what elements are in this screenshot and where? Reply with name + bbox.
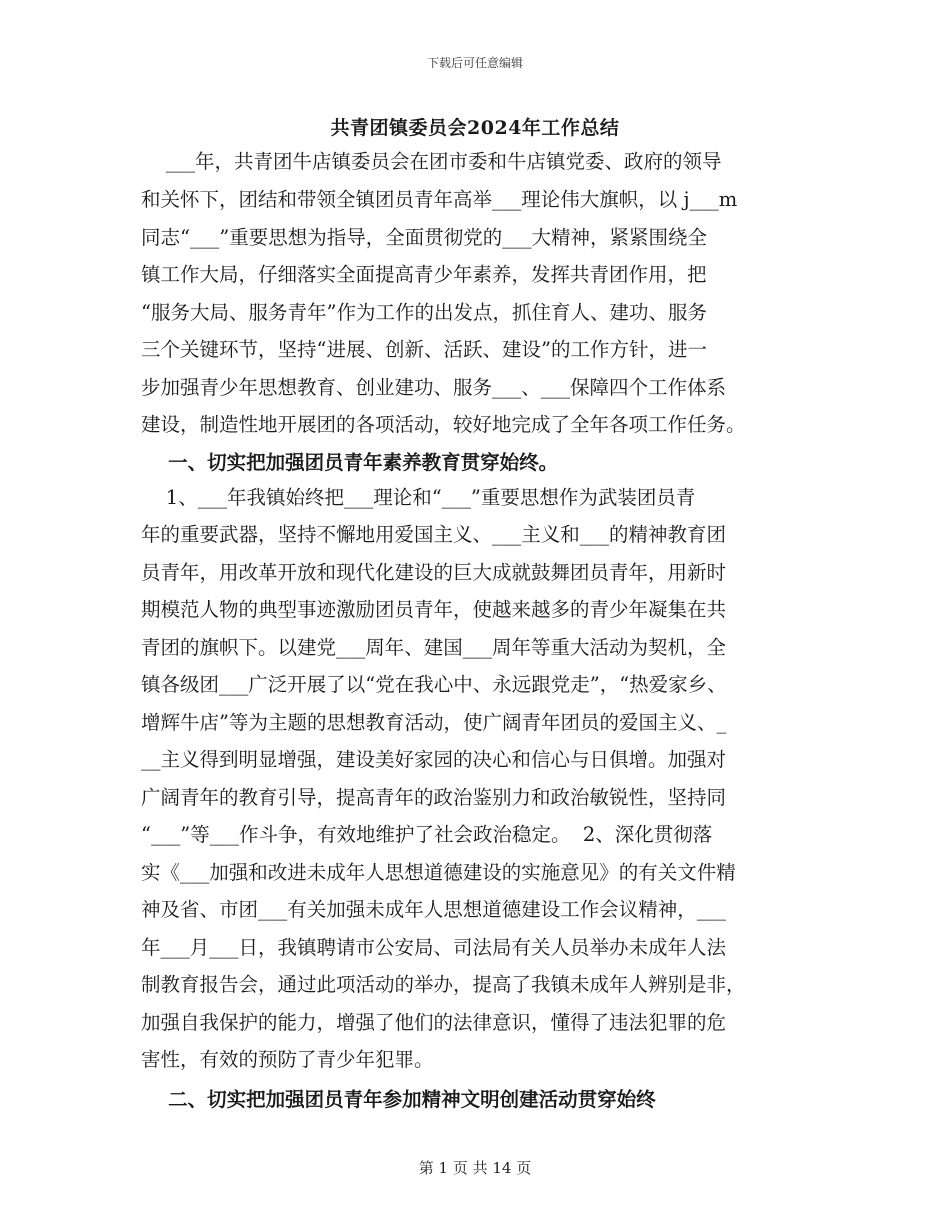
body-line: 青团的旗帜下。以建党___周年、建国___周年等重大活动为契机，全 — [141, 636, 727, 659]
body-line: 期模范人物的典型事迹激励团员青年，使越来越多的青少年凝集在共 — [141, 598, 727, 621]
body-line: 三个关键环节，坚持“进展、创新、活跃、建设”的工作方针，进一 — [141, 338, 707, 361]
body-line: 步加强青少年思想教育、创业建功、服务___、___保障四个工作体系 — [141, 376, 727, 399]
body-line: 镇各级团___广泛开展了以“党在我心中、永远跟党走”，“热爱家乡、 — [141, 673, 727, 696]
body-line: 镇工作大局，仔细落实全面提高青少年素养，发挥共青团作用，把 — [141, 263, 707, 286]
body-line: 加强自我保护的能力，增强了他们的法律意识，懂得了违法犯罪的危 — [141, 1011, 727, 1034]
page-number: 第 1 页 共 14 页 — [418, 1159, 532, 1177]
body-line: 广阔青年的教育引导，提高青年的政治鉴别力和政治敏锐性，坚持同 — [141, 786, 727, 809]
body-line: 制教育报告会，通过此项活动的举办，提高了我镇未成年人辨别是非， — [141, 973, 746, 996]
page-header-note: 下载后可任意编辑 — [426, 56, 523, 70]
section-heading-2: 二、切实把加强团员青年参加精神文明创建活动贯穿始终 — [141, 1088, 656, 1111]
body-line: 实《___加强和改进未成年人思想道德建设的实施意见》的有关文件精 — [141, 861, 736, 884]
body-line: 建设，制造性地开展团的各项活动，较好地完成了全年各项工作任务。 — [141, 413, 746, 436]
body-line: 神及省、市团___有关加强未成年人思想道德建设工作会议精神，___ — [141, 898, 727, 921]
body-line: ___年，共青团牛店镇委员会在团市委和牛店镇党委、政府的领导 — [141, 150, 722, 173]
body-line: 1、___年我镇始终把___理论和“___”重要思想作为武装团员青 — [141, 486, 696, 509]
section-heading-1: 一、切实把加强团员青年素养教育贯穿始终。 — [141, 451, 559, 474]
body-line: “服务大局、服务青年”作为工作的出发点，抓住育人、建功、服务 — [141, 301, 707, 324]
body-line: 和关怀下，团结和带领全镇团员青年高举___理论伟大旗帜，以 j___m — [141, 188, 738, 211]
body-line: 年___月___日，我镇聘请市公安局、司法局有关人员举办未成年人法 — [141, 936, 727, 959]
document-title: 共青团镇委员会2024年工作总结 — [330, 117, 620, 139]
body-line: 害性，有效的预防了青少年犯罪。 — [141, 1048, 434, 1071]
body-line: “___”等___作斗争，有效地维护了社会政治稳定。 2、深化贯彻落 — [141, 823, 713, 846]
body-line: __主义得到明显增强，建设美好家园的决心和信心与日俱增。加强对 — [141, 748, 727, 771]
body-line: 员青年，用改革开放和现代化建设的巨大成就鼓舞团员青年，用新时 — [141, 561, 727, 584]
body-line: 同志“___”重要思想为指导，全面贯彻党的___大精神，紧紧围绕全 — [141, 226, 707, 249]
body-line: 增辉牛店”等为主题的思想教育活动，使广阔青年团员的爱国主义、_ — [141, 711, 727, 734]
body-line: 年的重要武器，坚持不懈地用爱国主义、___主义和___的精神教育团 — [141, 523, 727, 546]
